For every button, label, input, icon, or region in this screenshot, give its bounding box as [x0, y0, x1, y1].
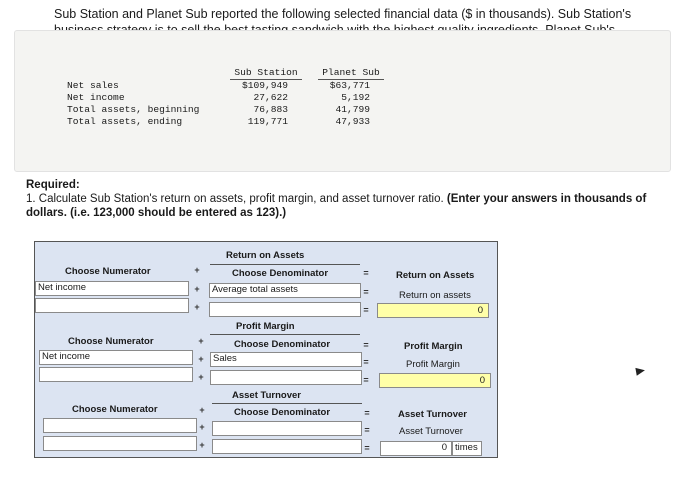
- value-cell: 47,933: [335, 116, 370, 127]
- at-title: Asset Turnover: [232, 390, 301, 401]
- at-denominator-input[interactable]: [212, 439, 362, 454]
- at-denominator-header: Choose Denominator: [234, 407, 331, 418]
- required-item: 1. Calculate Sub Station's return on assets, profit margin, and asset turnover ratio.: [26, 193, 444, 205]
- value-cell: $109,949: [241, 80, 288, 91]
- equals-sign: =: [364, 408, 370, 418]
- divide-sign: +: [198, 354, 204, 364]
- at-denominator-select[interactable]: [212, 421, 362, 436]
- roa-denominator-input[interactable]: [209, 302, 361, 317]
- divide-sign: +: [199, 440, 205, 450]
- required-heading: Required:: [26, 179, 80, 191]
- pm-numerator-header: Choose Numerator: [68, 336, 154, 347]
- divide-sign: +: [194, 284, 200, 294]
- sub-station-values: [230, 80, 288, 128]
- pm-numerator-input[interactable]: [39, 367, 193, 382]
- pm-denominator-select[interactable]: Sales: [210, 352, 362, 367]
- at-numerator-input[interactable]: [43, 436, 197, 451]
- roa-result-header: Return on Assets: [396, 270, 475, 281]
- value-cell: 119,771: [247, 116, 288, 127]
- roa-numerator-input[interactable]: [35, 298, 189, 313]
- pm-result-value: 0: [379, 373, 491, 388]
- equals-sign: =: [363, 268, 369, 278]
- planet-sub-values: [318, 80, 370, 128]
- roa-result-value: 0: [377, 303, 489, 318]
- divide-sign: +: [194, 302, 200, 312]
- equals-sign: =: [363, 287, 369, 297]
- roa-result-label: Return on assets: [399, 290, 471, 301]
- roa-title: Return on Assets: [226, 250, 305, 261]
- row-label: Total assets, beginning: [67, 104, 200, 115]
- roa-denominator-select[interactable]: Average total assets: [209, 283, 361, 298]
- pm-result-label: Profit Margin: [406, 359, 460, 370]
- required-instruction: (Enter your answers in thousands of dollars. (i.e. 123,000 should be entered as 123).): [26, 193, 647, 219]
- value-cell: 76,883: [253, 104, 288, 115]
- equals-sign: =: [363, 357, 369, 367]
- equals-sign: =: [363, 375, 369, 385]
- equals-sign: =: [364, 425, 370, 435]
- equals-sign: =: [363, 340, 369, 350]
- at-result-header: Asset Turnover: [398, 409, 467, 420]
- equals-sign: =: [363, 305, 369, 315]
- roa-denominator-header: Choose Denominator: [232, 268, 329, 279]
- divide-sign: +: [199, 422, 205, 432]
- value-cell: $63,771: [329, 80, 370, 91]
- row-label: Net income: [67, 92, 125, 103]
- divide-sign: +: [194, 265, 200, 275]
- at-result-label: Asset Turnover: [399, 426, 463, 437]
- row-label: Total assets, ending: [67, 116, 183, 127]
- at-result-value: 0: [380, 441, 452, 456]
- divide-sign: +: [198, 336, 204, 346]
- pm-numerator-select[interactable]: Net income: [39, 350, 193, 365]
- header-sub-station: Sub Station: [230, 66, 302, 80]
- header-planet-sub: Planet Sub: [318, 66, 384, 80]
- pm-denominator-header: Choose Denominator: [234, 339, 331, 350]
- value-cell: 27,622: [253, 92, 288, 103]
- cursor-arrow-icon: [635, 366, 645, 375]
- intro-text: Sub Station and Planet Sub reported the following selected financial data ($ in thousands). Sub Station's: [54, 7, 632, 21]
- roa-numerator-select[interactable]: Net income: [35, 281, 189, 296]
- row-label: Net sales: [67, 80, 119, 91]
- equals-sign: =: [364, 443, 370, 453]
- value-cell: 41,799: [335, 104, 370, 115]
- pm-result-header: Profit Margin: [404, 341, 463, 352]
- pm-title: Profit Margin: [236, 321, 295, 332]
- financial-labels: [67, 80, 199, 128]
- at-unit-label: times: [452, 441, 482, 456]
- at-numerator-select[interactable]: [43, 418, 197, 433]
- roa-numerator-header: Choose Numerator: [65, 266, 151, 277]
- pm-denominator-input[interactable]: [210, 370, 362, 385]
- value-cell: 5,192: [341, 92, 370, 103]
- divide-sign: +: [198, 372, 204, 382]
- required-block: [26, 178, 686, 220]
- divide-sign: +: [199, 405, 205, 415]
- at-numerator-header: Choose Numerator: [72, 404, 158, 415]
